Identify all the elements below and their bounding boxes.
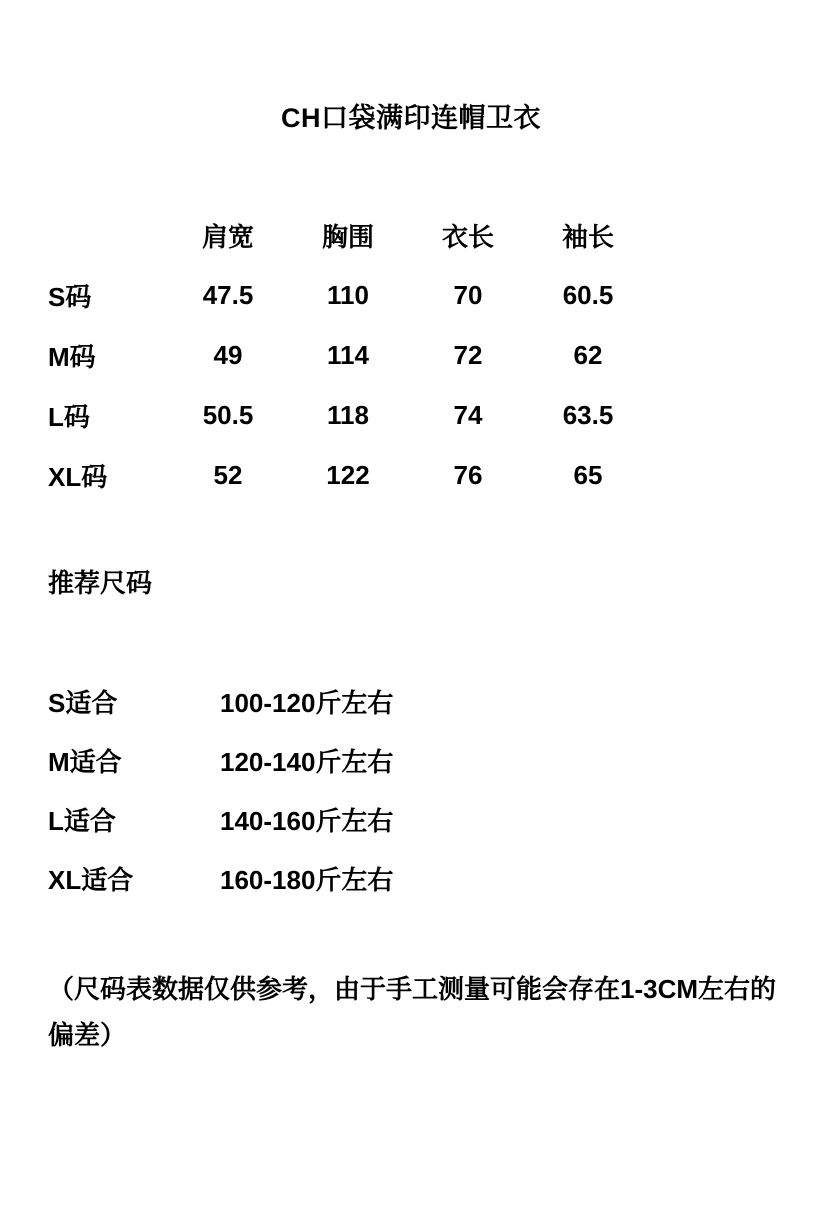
cell-xl-bust: 122 [326,459,370,490]
list-item [48,790,393,849]
cell-m-sleeve: 62 [573,339,603,370]
column-header-length: 衣长 [441,221,494,252]
table-row [48,385,648,445]
cell-l-sleeve: 63.5 [562,399,614,430]
cell-s-shoulder: 47.5 [202,279,254,310]
table-row [48,325,648,385]
cell-m-shoulder: 49 [213,339,243,370]
table-header-row [48,205,648,265]
cell-l-shoulder: 50.5 [202,399,254,430]
cell-s-length: 70 [453,279,483,310]
table-row [48,445,648,505]
cell-s-sleeve: 60.5 [562,279,614,310]
recommend-value-l: 140-160斤左右 [220,806,394,836]
measurement-disclaimer: （尺码表数据仅供参考，由于手工测量可能会存在1-3CM左右的偏差） [48,974,777,1050]
cell-m-length: 72 [453,339,483,370]
row-label-s: S码 [48,281,92,312]
recommend-size-table [48,672,393,908]
recommend-label-m: M适合 [48,747,122,777]
recommend-value-m: 120-140斤左右 [220,747,394,777]
cell-xl-shoulder: 52 [213,459,243,490]
size-measurements-table [48,205,648,505]
row-label-xl: XL码 [48,461,108,492]
cell-s-bust: 110 [327,279,369,310]
page-title: CH口袋满印连帽卫衣 [281,103,541,133]
cell-m-bust: 114 [327,339,369,370]
row-label-l: L码 [48,401,90,432]
list-item [48,672,393,731]
row-label-m: M码 [48,341,96,372]
cell-l-bust: 118 [327,399,369,430]
list-item [48,731,393,790]
cell-xl-sleeve: 65 [573,459,603,490]
table-row [48,265,648,325]
recommend-label-s: S适合 [48,688,118,718]
recommend-label-xl: XL适合 [48,865,134,895]
cell-l-length: 74 [453,399,483,430]
table-corner-cell [48,205,168,265]
recommend-value-s: 100-120斤左右 [220,688,394,718]
column-header-sleeve: 袖长 [561,221,614,252]
column-header-shoulder: 肩宽 [201,221,254,252]
cell-xl-length: 76 [453,459,483,490]
recommend-label-l: L适合 [48,806,116,836]
list-item [48,849,393,908]
recommend-size-heading: 推荐尺码 [48,568,153,598]
recommend-value-xl: 160-180斤左右 [220,865,394,895]
column-header-bust: 胸围 [321,221,374,252]
